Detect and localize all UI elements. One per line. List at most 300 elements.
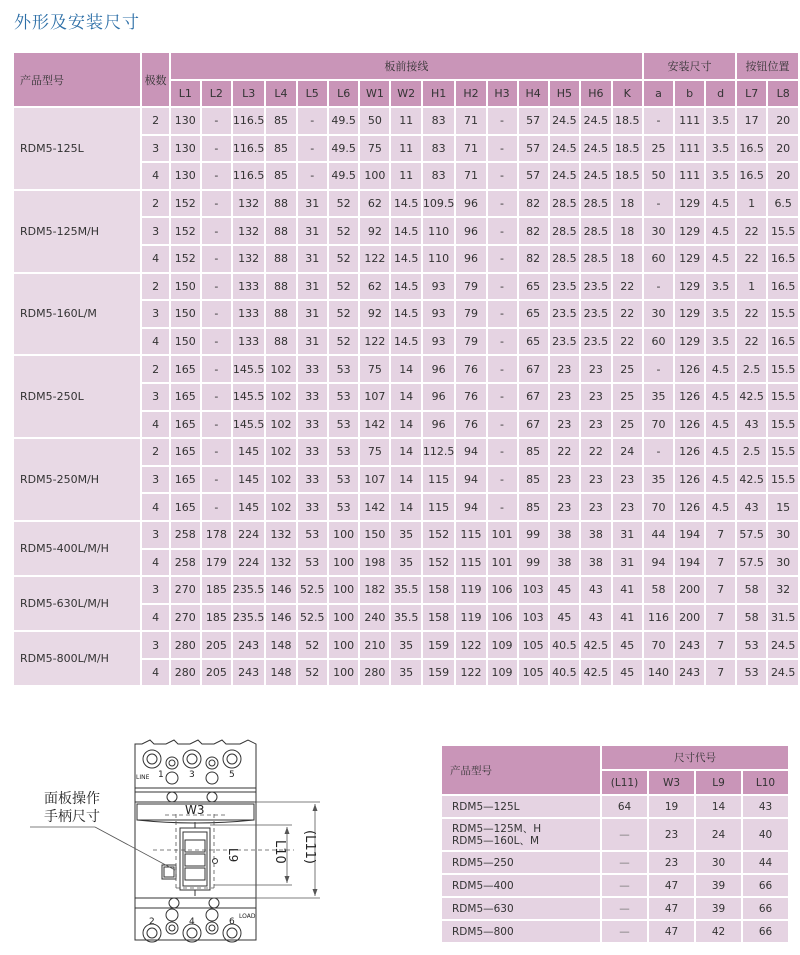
value-cell: - bbox=[644, 191, 673, 217]
value-cell: 258 bbox=[171, 522, 200, 548]
value-cell: 22 bbox=[581, 439, 610, 465]
value-cell: 60 bbox=[644, 246, 673, 272]
col-header-h2: H2 bbox=[456, 81, 485, 106]
poles-cell: 4 bbox=[142, 246, 168, 272]
value-cell: 35.5 bbox=[391, 605, 420, 631]
value-cell: 1 bbox=[737, 274, 766, 300]
value-cell: 40.5 bbox=[550, 660, 579, 686]
value-cell: 83 bbox=[423, 163, 455, 189]
value-cell: 122 bbox=[360, 329, 389, 355]
value-cell: 93 bbox=[423, 274, 455, 300]
value-cell: 82 bbox=[519, 218, 548, 244]
value-cell: 79 bbox=[456, 329, 485, 355]
value-cell: 58 bbox=[644, 577, 673, 603]
value-cell: 126 bbox=[675, 356, 704, 382]
value-cell: 23.5 bbox=[550, 329, 579, 355]
value-cell: - bbox=[488, 412, 517, 438]
table-row bbox=[14, 274, 798, 300]
model-name: RDM5-125L bbox=[14, 108, 140, 189]
value-cell: 65 bbox=[519, 301, 548, 327]
value-cell: - bbox=[202, 136, 231, 162]
model-name: RDM5—630 bbox=[442, 898, 600, 919]
value-cell: 165 bbox=[171, 384, 200, 410]
value-cell: 53 bbox=[329, 412, 358, 438]
value-cell: 7 bbox=[706, 605, 735, 631]
value-cell: 53 bbox=[298, 522, 327, 548]
value-cell: 33 bbox=[298, 439, 327, 465]
value-cell: 129 bbox=[675, 246, 704, 272]
value-cell: 20 bbox=[768, 136, 798, 162]
value-cell: 22 bbox=[613, 301, 642, 327]
value-cell: 53 bbox=[329, 384, 358, 410]
value-cell: 22 bbox=[613, 274, 642, 300]
value-cell: 60 bbox=[644, 329, 673, 355]
model-name: RDM5-160L/M bbox=[14, 274, 140, 355]
value-cell: 280 bbox=[171, 660, 200, 686]
value-cell: 23.5 bbox=[581, 329, 610, 355]
value-cell: 23 bbox=[581, 412, 610, 438]
value-cell: 83 bbox=[423, 136, 455, 162]
value-cell: - bbox=[202, 412, 231, 438]
value-cell: - bbox=[202, 494, 231, 520]
value-cell: 133 bbox=[233, 301, 265, 327]
value-cell: 24.5 bbox=[550, 108, 579, 134]
value-cell: 178 bbox=[202, 522, 231, 548]
terminal-label: 3 bbox=[189, 770, 195, 780]
value-cell: 31 bbox=[298, 218, 327, 244]
value-cell: 18 bbox=[613, 191, 642, 217]
value-cell: 105 bbox=[519, 660, 548, 686]
value-cell: 53 bbox=[737, 632, 766, 658]
value-cell: 280 bbox=[360, 660, 389, 686]
value-cell: 243 bbox=[233, 632, 265, 658]
value-cell: 132 bbox=[233, 218, 265, 244]
model-name-line: RDM5—160L、M bbox=[452, 834, 540, 847]
value-cell: 14 bbox=[391, 439, 420, 465]
value-cell: 210 bbox=[360, 632, 389, 658]
value-cell: 52 bbox=[329, 274, 358, 300]
col-header-k: K bbox=[613, 81, 642, 106]
value-cell: 102 bbox=[266, 412, 295, 438]
table-row bbox=[14, 191, 798, 217]
value-cell: - bbox=[488, 246, 517, 272]
value-cell: 148 bbox=[266, 660, 295, 686]
value-cell: 58 bbox=[737, 577, 766, 603]
poles-cell: 3 bbox=[142, 136, 168, 162]
table-row bbox=[442, 852, 788, 873]
value-cell: 39 bbox=[696, 875, 741, 896]
value-cell: 129 bbox=[675, 218, 704, 244]
value-cell: 88 bbox=[266, 218, 295, 244]
value-cell: 106 bbox=[488, 605, 517, 631]
value-cell: 185 bbox=[202, 605, 231, 631]
poles-cell: 4 bbox=[142, 494, 168, 520]
value-cell: 150 bbox=[171, 329, 200, 355]
value-cell: 165 bbox=[171, 494, 200, 520]
value-cell: 18 bbox=[613, 246, 642, 272]
value-cell: 42.5 bbox=[581, 632, 610, 658]
value-cell: 24.5 bbox=[581, 108, 610, 134]
value-cell: 25 bbox=[613, 412, 642, 438]
value-cell: 43 bbox=[737, 412, 766, 438]
value-cell: 57 bbox=[519, 163, 548, 189]
value-cell: 115 bbox=[456, 550, 485, 576]
value-cell: 240 bbox=[360, 605, 389, 631]
col-header-model: 产品型号 bbox=[442, 746, 600, 794]
col-header-poles: 极数 bbox=[142, 53, 168, 106]
col-header-h4: H4 bbox=[519, 81, 548, 106]
group-header-mounting: 安装尺寸 bbox=[644, 53, 735, 79]
value-cell: 129 bbox=[675, 329, 704, 355]
value-cell: - bbox=[202, 218, 231, 244]
value-cell: 18.5 bbox=[613, 136, 642, 162]
value-cell: 23 bbox=[550, 384, 579, 410]
value-cell: 122 bbox=[456, 660, 485, 686]
value-cell: 205 bbox=[202, 660, 231, 686]
value-cell: 75 bbox=[360, 136, 389, 162]
handle-dimensions-table bbox=[440, 744, 790, 944]
value-cell: 24.5 bbox=[768, 632, 798, 658]
value-cell: 235.5 bbox=[233, 577, 265, 603]
value-cell: - bbox=[298, 136, 327, 162]
value-cell: 16.5 bbox=[737, 136, 766, 162]
breaker-drawing bbox=[30, 730, 330, 950]
value-cell: 205 bbox=[202, 632, 231, 658]
col-header-w2: W2 bbox=[391, 81, 420, 106]
value-cell: 235.5 bbox=[233, 605, 265, 631]
value-cell: 133 bbox=[233, 274, 265, 300]
value-cell: 200 bbox=[675, 605, 704, 631]
value-cell: - bbox=[202, 191, 231, 217]
value-cell: 96 bbox=[456, 191, 485, 217]
value-cell: - bbox=[488, 191, 517, 217]
value-cell: 93 bbox=[423, 329, 455, 355]
value-cell: 109 bbox=[488, 632, 517, 658]
value-cell: 122 bbox=[360, 246, 389, 272]
value-cell: 132 bbox=[266, 550, 295, 576]
value-cell: 145.5 bbox=[233, 412, 265, 438]
value-cell: 43 bbox=[743, 796, 788, 817]
value-cell: 258 bbox=[171, 550, 200, 576]
col-header-l9: L9 bbox=[696, 771, 741, 794]
value-cell: 70 bbox=[644, 632, 673, 658]
value-cell: 33 bbox=[298, 467, 327, 493]
value-cell: 140 bbox=[644, 660, 673, 686]
value-cell: 14 bbox=[696, 796, 741, 817]
col-header-b: b bbox=[675, 81, 704, 106]
value-cell: 129 bbox=[675, 191, 704, 217]
value-cell: 4.5 bbox=[706, 494, 735, 520]
value-cell: 2.5 bbox=[737, 356, 766, 382]
col-header-h5: H5 bbox=[550, 81, 579, 106]
value-cell: 23 bbox=[581, 356, 610, 382]
value-cell: 115 bbox=[423, 467, 455, 493]
value-cell: 40.5 bbox=[550, 632, 579, 658]
group-header-button: 按钮位置 bbox=[737, 53, 798, 79]
value-cell: 146 bbox=[266, 605, 295, 631]
value-cell: 24.5 bbox=[550, 136, 579, 162]
col-header-l2: L2 bbox=[202, 81, 231, 106]
value-cell: 41 bbox=[613, 605, 642, 631]
col-header-l5: L5 bbox=[298, 81, 327, 106]
value-cell: 165 bbox=[171, 356, 200, 382]
value-cell: 243 bbox=[675, 660, 704, 686]
table-row bbox=[442, 898, 788, 919]
value-cell: 3.5 bbox=[706, 301, 735, 327]
value-cell: 96 bbox=[456, 218, 485, 244]
value-cell: 23.5 bbox=[581, 301, 610, 327]
value-cell: - bbox=[488, 218, 517, 244]
value-cell: 107 bbox=[360, 467, 389, 493]
value-cell: - bbox=[202, 163, 231, 189]
value-cell: 15.5 bbox=[768, 467, 798, 493]
value-cell: 100 bbox=[329, 660, 358, 686]
value-cell: 42.5 bbox=[581, 660, 610, 686]
value-cell: 194 bbox=[675, 522, 704, 548]
value-cell: 71 bbox=[456, 163, 485, 189]
value-cell: 3.5 bbox=[706, 136, 735, 162]
value-cell: 24.5 bbox=[550, 163, 579, 189]
value-cell: 83 bbox=[423, 108, 455, 134]
value-cell: 115 bbox=[456, 522, 485, 548]
value-cell: 62 bbox=[360, 191, 389, 217]
value-cell: 150 bbox=[171, 274, 200, 300]
poles-cell: 3 bbox=[142, 218, 168, 244]
value-cell: 93 bbox=[423, 301, 455, 327]
value-cell: 31 bbox=[298, 329, 327, 355]
value-cell: 150 bbox=[171, 301, 200, 327]
value-cell: 270 bbox=[171, 605, 200, 631]
value-cell: 11 bbox=[391, 136, 420, 162]
value-cell: 152 bbox=[171, 191, 200, 217]
col-header-l11: (L11) bbox=[602, 771, 647, 794]
value-cell: 19 bbox=[649, 796, 694, 817]
value-cell: 96 bbox=[423, 384, 455, 410]
value-cell: 50 bbox=[644, 163, 673, 189]
value-cell: 28.5 bbox=[550, 218, 579, 244]
poles-cell: 2 bbox=[142, 274, 168, 300]
value-cell: 96 bbox=[423, 412, 455, 438]
value-cell: 31 bbox=[298, 246, 327, 272]
value-cell: 110 bbox=[423, 246, 455, 272]
value-cell: 47 bbox=[649, 921, 694, 942]
value-cell: 35 bbox=[391, 660, 420, 686]
value-cell: 102 bbox=[266, 494, 295, 520]
value-cell: 30 bbox=[644, 301, 673, 327]
value-cell: 3.5 bbox=[706, 163, 735, 189]
poles-cell: 3 bbox=[142, 632, 168, 658]
value-cell: 280 bbox=[171, 632, 200, 658]
value-cell: 71 bbox=[456, 108, 485, 134]
model-name: RDM5—250 bbox=[442, 852, 600, 873]
model-name: RDM5—400 bbox=[442, 875, 600, 896]
value-cell: 33 bbox=[298, 356, 327, 382]
value-cell: 23 bbox=[613, 467, 642, 493]
value-cell: 198 bbox=[360, 550, 389, 576]
value-cell: - bbox=[202, 246, 231, 272]
value-cell: 92 bbox=[360, 218, 389, 244]
value-cell: 142 bbox=[360, 412, 389, 438]
value-cell: 45 bbox=[550, 605, 579, 631]
value-cell: - bbox=[202, 329, 231, 355]
value-cell: 52 bbox=[298, 632, 327, 658]
poles-cell: 4 bbox=[142, 163, 168, 189]
value-cell: 4.5 bbox=[706, 356, 735, 382]
value-cell: 159 bbox=[423, 632, 455, 658]
value-cell: 119 bbox=[456, 605, 485, 631]
value-cell: 116.5 bbox=[233, 163, 265, 189]
value-cell: 57.5 bbox=[737, 522, 766, 548]
value-cell: 243 bbox=[675, 632, 704, 658]
poles-cell: 4 bbox=[142, 412, 168, 438]
col-header-l8: L8 bbox=[768, 81, 798, 106]
value-cell: 111 bbox=[675, 108, 704, 134]
value-cell: 30 bbox=[644, 218, 673, 244]
value-cell: 146 bbox=[266, 577, 295, 603]
value-cell: 152 bbox=[423, 550, 455, 576]
value-cell: 11 bbox=[391, 163, 420, 189]
value-cell: - bbox=[488, 136, 517, 162]
value-cell: 66 bbox=[743, 875, 788, 896]
model-name: RDM5—125L bbox=[442, 796, 600, 817]
value-cell: - bbox=[488, 439, 517, 465]
value-cell: 32 bbox=[768, 577, 798, 603]
terminal-label: 1 bbox=[158, 770, 164, 780]
value-cell: 70 bbox=[644, 412, 673, 438]
value-cell: 53 bbox=[329, 494, 358, 520]
value-cell: - bbox=[202, 108, 231, 134]
value-cell: 53 bbox=[329, 356, 358, 382]
value-cell: 31 bbox=[298, 191, 327, 217]
value-cell: 20 bbox=[768, 108, 798, 134]
value-cell: 85 bbox=[519, 494, 548, 520]
value-cell: 52 bbox=[329, 218, 358, 244]
poles-cell: 2 bbox=[142, 108, 168, 134]
value-cell: 109.5 bbox=[423, 191, 455, 217]
value-cell: 39 bbox=[696, 898, 741, 919]
terminal-label: 5 bbox=[229, 770, 235, 780]
value-cell: 62 bbox=[360, 274, 389, 300]
value-cell: 94 bbox=[456, 467, 485, 493]
value-cell: 15.5 bbox=[768, 218, 798, 244]
value-cell: 28.5 bbox=[581, 218, 610, 244]
value-cell: 22 bbox=[737, 301, 766, 327]
value-cell: 88 bbox=[266, 329, 295, 355]
value-cell: 200 bbox=[675, 577, 704, 603]
value-cell: 30 bbox=[696, 852, 741, 873]
value-cell: 31 bbox=[298, 274, 327, 300]
value-cell: 182 bbox=[360, 577, 389, 603]
value-cell: 165 bbox=[171, 439, 200, 465]
value-cell: - bbox=[488, 384, 517, 410]
value-cell: 99 bbox=[519, 522, 548, 548]
value-cell: - bbox=[644, 108, 673, 134]
value-cell: 22 bbox=[737, 329, 766, 355]
value-cell: 49.5 bbox=[329, 136, 358, 162]
value-cell: 7 bbox=[706, 577, 735, 603]
value-cell: 224 bbox=[233, 550, 265, 576]
value-cell: 38 bbox=[550, 522, 579, 548]
value-cell: 23.5 bbox=[550, 301, 579, 327]
value-cell: 28.5 bbox=[550, 191, 579, 217]
value-cell: 94 bbox=[644, 550, 673, 576]
value-cell: 24 bbox=[696, 819, 741, 850]
value-cell: 2.5 bbox=[737, 439, 766, 465]
value-cell: - bbox=[202, 274, 231, 300]
col-header-l3: L3 bbox=[233, 81, 265, 106]
col-header-w3: W3 bbox=[649, 771, 694, 794]
value-cell: - bbox=[202, 356, 231, 382]
value-cell: 109 bbox=[488, 660, 517, 686]
value-cell: 52 bbox=[329, 246, 358, 272]
value-cell: 145 bbox=[233, 439, 265, 465]
value-cell: 126 bbox=[675, 384, 704, 410]
value-cell: 53 bbox=[329, 467, 358, 493]
value-cell: 53 bbox=[298, 550, 327, 576]
value-cell: - bbox=[202, 384, 231, 410]
value-cell: 82 bbox=[519, 246, 548, 272]
value-cell: 88 bbox=[266, 191, 295, 217]
value-cell: 119 bbox=[456, 577, 485, 603]
value-cell: 7 bbox=[706, 550, 735, 576]
value-cell: 14.5 bbox=[391, 191, 420, 217]
value-cell: 70 bbox=[644, 494, 673, 520]
value-cell: 49.5 bbox=[329, 163, 358, 189]
value-cell: 18.5 bbox=[613, 108, 642, 134]
value-cell: 41 bbox=[613, 577, 642, 603]
value-cell: 4.5 bbox=[706, 384, 735, 410]
table-row bbox=[442, 875, 788, 896]
value-cell: 23 bbox=[581, 384, 610, 410]
value-cell: 126 bbox=[675, 412, 704, 438]
value-cell: 65 bbox=[519, 274, 548, 300]
value-cell: 4.5 bbox=[706, 218, 735, 244]
col-header-model: 产品型号 bbox=[14, 53, 140, 106]
value-cell: 85 bbox=[266, 136, 295, 162]
value-cell: 100 bbox=[360, 163, 389, 189]
value-cell: 15.5 bbox=[768, 301, 798, 327]
value-cell: 92 bbox=[360, 301, 389, 327]
table-row bbox=[14, 577, 798, 603]
model-name: RDM5-250M/H bbox=[14, 439, 140, 520]
poles-cell: 4 bbox=[142, 550, 168, 576]
value-cell: 52 bbox=[329, 329, 358, 355]
col-header-l6: L6 bbox=[329, 81, 358, 106]
value-cell: 43 bbox=[581, 577, 610, 603]
value-cell: 14.5 bbox=[391, 301, 420, 327]
value-cell: 67 bbox=[519, 412, 548, 438]
value-cell: 18.5 bbox=[613, 163, 642, 189]
value-cell: 4.5 bbox=[706, 412, 735, 438]
value-cell: - bbox=[488, 329, 517, 355]
value-cell: - bbox=[644, 356, 673, 382]
value-cell: 3.5 bbox=[706, 108, 735, 134]
value-cell: - bbox=[488, 163, 517, 189]
value-cell: 130 bbox=[171, 136, 200, 162]
value-cell: 23 bbox=[581, 494, 610, 520]
value-cell: 111 bbox=[675, 136, 704, 162]
col-header-h3: H3 bbox=[488, 81, 517, 106]
value-cell: - bbox=[644, 274, 673, 300]
value-cell: 270 bbox=[171, 577, 200, 603]
value-cell: 100 bbox=[329, 632, 358, 658]
value-cell: 35 bbox=[644, 467, 673, 493]
value-cell: 159 bbox=[423, 660, 455, 686]
value-cell: 45 bbox=[550, 577, 579, 603]
col-header-a: a bbox=[644, 81, 673, 106]
value-cell: 126 bbox=[675, 494, 704, 520]
value-cell: 16.5 bbox=[768, 329, 798, 355]
